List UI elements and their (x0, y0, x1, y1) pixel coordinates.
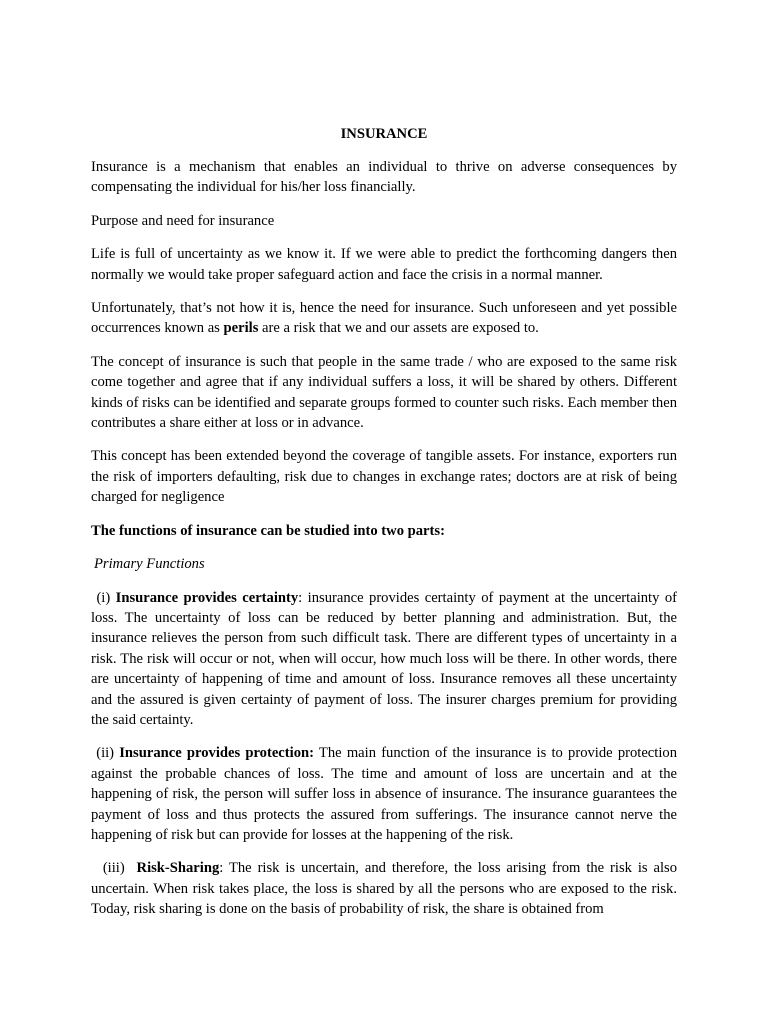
function-item-risk-sharing (91, 858, 677, 919)
item-title: Insurance provides protection: (119, 745, 314, 762)
perils-text-before: Unfortunately, that’s not how it is, hence the need for insurance. Such unforeseen and yet possible occurrences known as (91, 300, 677, 337)
paragraph-definition: Insurance is a mechanism that enables an individual to thrive on adverse consequences by compensating the individual for his/her loss financially. (91, 159, 677, 196)
item-title: Risk-Sharing (136, 860, 220, 877)
document-title: INSURANCE (340, 126, 428, 142)
function-item-certainty (91, 588, 677, 731)
item-body: : insurance provides certainty of payment at the uncertainty of loss. The uncertainty of loss can be reduced by better planning and administration. But, the insurance relieves the person from such difficult task. There are different types of uncertainty in a risk. The risk will occur or not, when will occur, how much loss will be there. In other words, there are uncertainty of happening of time and amount of loss. Insurance removes all these uncertainty and the assured is given certainty of payment of loss. The insurer charges premium for providing the said certainty. (91, 589, 678, 728)
perils-term: perils (223, 320, 259, 337)
paragraph-perils (91, 298, 677, 339)
paragraph-concept: The concept of insurance is such that people in the same trade / who are exposed to the same risk come together and agree that if any individual suffers a loss, it will be shared by others. Different kinds of risks can be identified and separate groups formed to counter such risks. Each member then contributes a share either at loss or in advance. (91, 353, 677, 432)
item-title: Insurance provides certainty (115, 589, 299, 606)
paragraph-extended: This concept has been extended beyond the coverage of tangible assets. For instance, exporters run the risk of importers defaulting, risk due to changes in exchange rates; doctors are at risk of being charged for negligence (91, 448, 677, 506)
item-number: (iii) (91, 860, 137, 877)
item-number: (ii) (91, 745, 120, 762)
primary-functions-heading: Primary Functions (94, 556, 205, 573)
paragraph-uncertainty: Life is full of uncertainty as we know it. If we were able to predict the forthcoming dangers then normally we would take proper safeguard action and face the crisis in a normal manner. (91, 246, 677, 283)
functions-heading: The functions of insurance can be studied into two parts: (91, 522, 445, 539)
purpose-heading: Purpose and need for insurance (91, 212, 275, 229)
item-body: : The risk is uncertain, and therefore, the loss arising from the risk is also uncertain. When risk takes place, the loss is shared by all the persons who are exposed to the risk. Today, risk sharing is done on the basis of probability of risk, the share is obtained from (91, 860, 678, 918)
item-number: (i) (91, 589, 116, 606)
item-body: The main function of the insurance is to provide protection against the probable chances of loss. The time and amount of loss are uncertain and at the happening of risk, the person will suffer loss in absence of insurance. The insurance guarantees the payment of loss and thus protects the assured from sufferings. The insurance cannot nerve the happening of risk but can provide for losses at the happening of the risk. (91, 745, 677, 843)
function-item-protection (91, 743, 677, 845)
perils-text-after: are a risk that we and our assets are exposed to. (258, 320, 539, 337)
